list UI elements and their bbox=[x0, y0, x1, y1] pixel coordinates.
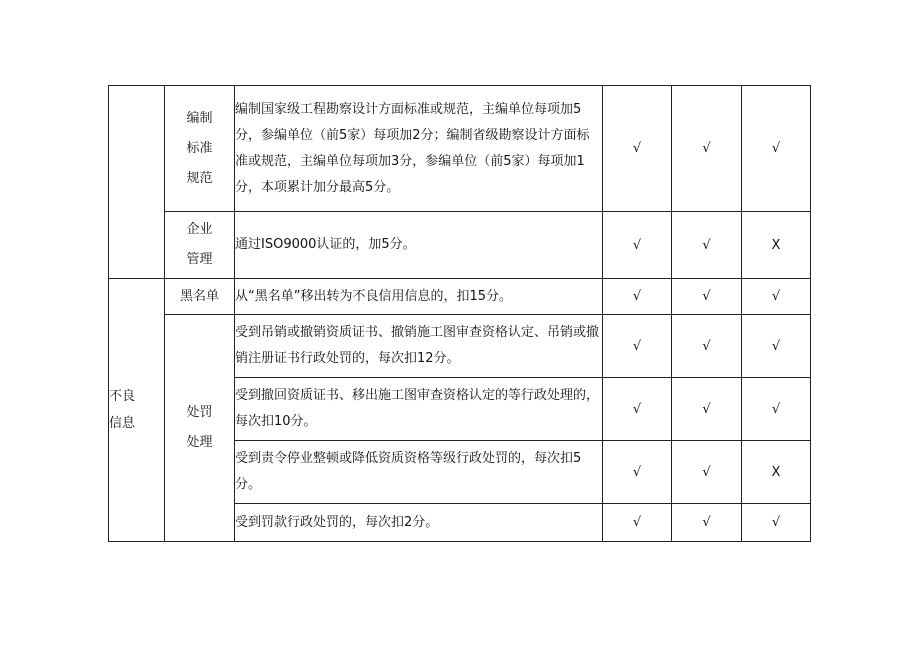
subcategory-line: 编制 bbox=[186, 110, 213, 126]
mark-cell: √ bbox=[603, 441, 672, 504]
mark-cell: √ bbox=[742, 86, 811, 212]
subcategory-line: 标准 bbox=[186, 140, 213, 156]
mark-cell: √ bbox=[603, 279, 672, 315]
subcategory-line: 处理 bbox=[186, 435, 213, 450]
mark-cell: √ bbox=[742, 279, 811, 315]
subcategory-line: 规范 bbox=[186, 170, 213, 186]
description-cell: 受到吊销或撤销资质证书、撤销施工图审查资格认定、吊销或撤销注册证书行政处罚的，每次扣12分。 bbox=[235, 315, 603, 378]
table-row bbox=[109, 279, 811, 315]
subcategory-cell bbox=[165, 315, 235, 542]
mark-cell: √ bbox=[672, 212, 742, 279]
mark-cell: √ bbox=[742, 378, 811, 441]
mark-cell: √ bbox=[742, 315, 811, 378]
scoring-table bbox=[108, 85, 811, 542]
mark-cell: √ bbox=[603, 315, 672, 378]
subcategory-cell bbox=[165, 86, 235, 212]
description-cell: 受到撤回资质证书、移出施工图审查资格认定的等行政处理的，每次扣10分。 bbox=[235, 378, 603, 441]
subcategory-line: 企业 bbox=[186, 222, 213, 237]
description-cell: 受到罚款行政处罚的，每次扣2分。 bbox=[235, 504, 603, 542]
mark-cell: √ bbox=[672, 279, 742, 315]
mark-cell: √ bbox=[672, 441, 742, 504]
description-cell: 编制国家级工程勘察设计方面标准或规范，主编单位每项加5分，参编单位（前5家）每项加2分；编制省级勘察设计方面标准或规范，主编单位每项加3分，参编单位（前5家）每项加1分，本项累计加分最高5分。 bbox=[235, 86, 603, 212]
description-cell: 通过ISO9000认证的，加5分。 bbox=[235, 212, 603, 279]
subcategory-cell bbox=[165, 212, 235, 279]
subcategory-line: 处罚 bbox=[186, 405, 213, 420]
subcategory-line: 黑名单 bbox=[179, 288, 219, 304]
description-cell: 受到责令停业整顿或降低资质资格等级行政处罚的，每次扣5分。 bbox=[235, 441, 603, 504]
category-line: 不良 bbox=[109, 389, 136, 404]
category-cell-empty bbox=[109, 86, 165, 279]
description-cell: 从“黑名单”移出转为不良信用信息的，扣15分。 bbox=[235, 279, 603, 315]
subcategory-line: 管理 bbox=[186, 252, 213, 267]
table-row bbox=[109, 315, 811, 378]
mark-cell: √ bbox=[672, 504, 742, 542]
mark-cell: √ bbox=[672, 86, 742, 212]
subcategory-cell bbox=[165, 279, 235, 315]
mark-cell: √ bbox=[603, 86, 672, 212]
mark-cell: X bbox=[742, 441, 811, 504]
mark-cell: √ bbox=[672, 378, 742, 441]
mark-cell: √ bbox=[742, 504, 811, 542]
category-line: 信息 bbox=[109, 416, 136, 431]
mark-cell: √ bbox=[603, 378, 672, 441]
mark-cell: √ bbox=[603, 504, 672, 542]
table-row bbox=[109, 86, 811, 212]
mark-cell: √ bbox=[672, 315, 742, 378]
category-cell bbox=[109, 279, 165, 542]
mark-cell: X bbox=[742, 212, 811, 279]
table-row bbox=[109, 212, 811, 279]
mark-cell: √ bbox=[603, 212, 672, 279]
